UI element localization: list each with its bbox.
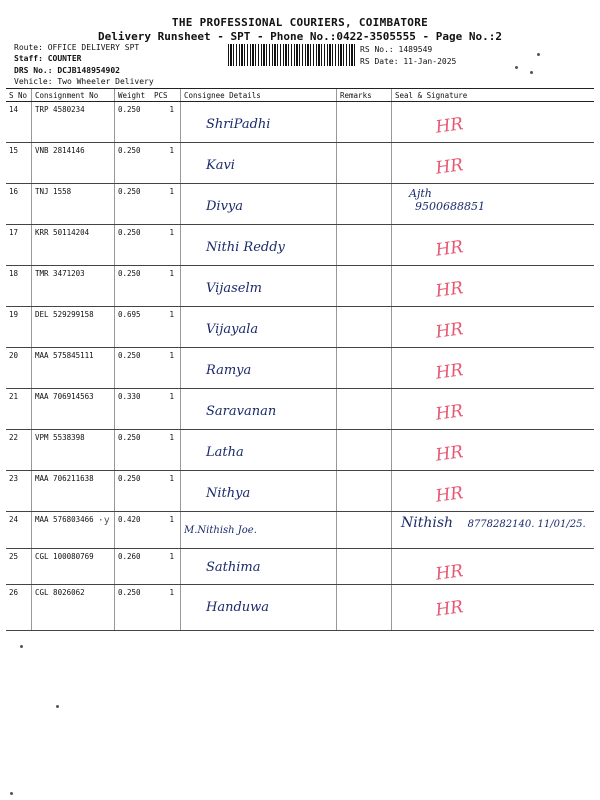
consignment-cell: MAA 706914563: [32, 389, 115, 430]
remarks-cell: [337, 585, 392, 631]
consignee-cell: [181, 225, 337, 266]
recipient-signature: Nithish: [401, 515, 454, 531]
speck: [515, 66, 518, 69]
col-header-pcs: PCS: [151, 89, 181, 102]
consignment-cell: CGL 100080769: [32, 549, 115, 585]
drs-value: DCJB148954902: [57, 66, 120, 75]
consignee-signature: Nithi Reddy: [206, 240, 285, 255]
consignment-cell: TRP 4580234: [32, 102, 115, 143]
consignee-cell: [181, 102, 337, 143]
weight-cell: 0.250: [115, 585, 152, 631]
seal-cell: [392, 512, 595, 549]
staff-field: [14, 54, 81, 63]
drs-label: DRS No.:: [14, 66, 53, 75]
table-row: [6, 549, 594, 585]
sno-cell: 24: [6, 512, 32, 549]
weight-cell: 0.695: [115, 307, 152, 348]
remarks-cell: [337, 102, 392, 143]
pcs-cell: 1: [151, 225, 181, 266]
pcs-cell: 1: [151, 266, 181, 307]
table-row: [6, 430, 594, 471]
delivery-stamp: HR: [434, 114, 465, 138]
rs-number: RS No.: 1489549: [360, 45, 433, 54]
consignment-cell: VNB 2814146: [32, 143, 115, 184]
seal-cell: [392, 225, 595, 266]
remarks-cell: [337, 225, 392, 266]
consignee-signature: Saravanan: [206, 404, 277, 419]
speck: [56, 705, 59, 708]
table-row: [6, 348, 594, 389]
delivery-stamp: HR: [434, 237, 465, 261]
delivery-stamp: HR: [434, 597, 465, 621]
route-field: Route: OFFICE DELIVERY SPT: [14, 43, 140, 52]
remarks-cell: [337, 307, 392, 348]
delivery-stamp: HR: [434, 483, 465, 507]
speck: [537, 53, 540, 56]
weight-cell: 0.250: [115, 348, 152, 389]
consignee-cell: [181, 389, 337, 430]
seal-cell: [392, 549, 595, 585]
consignee-cell: [181, 266, 337, 307]
table-row: [6, 225, 594, 266]
sno-cell: 14: [6, 102, 32, 143]
sno-cell: 21: [6, 389, 32, 430]
barcode: [228, 44, 356, 66]
signer-initials: Ajth: [409, 187, 432, 200]
vehicle-field: Vehicle: Two Wheeler Delivery: [14, 77, 154, 86]
consignment-cell: VPM 5538398: [32, 430, 115, 471]
seal-cell: [392, 184, 595, 225]
consignee-cell: [181, 307, 337, 348]
remarks-cell: [337, 430, 392, 471]
consignment-cell: TMR 3471203: [32, 266, 115, 307]
weight-cell: 0.260: [115, 549, 152, 585]
drs-field: [14, 66, 120, 75]
runsheet-subtitle: Delivery Runsheet - SPT - Phone No.:0422-3505555 - Page No.:2: [98, 30, 502, 43]
delivery-stamp: HR: [434, 278, 465, 302]
seal-cell: [392, 389, 595, 430]
consignee-cell: [181, 143, 337, 184]
sno-cell: 19: [6, 307, 32, 348]
remarks-cell: [337, 512, 392, 549]
seal-cell: [392, 266, 595, 307]
seal-cell: [392, 430, 595, 471]
consignment-cell: TNJ 1558: [32, 184, 115, 225]
pcs-cell: 1: [151, 389, 181, 430]
col-header-remarks: Remarks: [337, 89, 392, 102]
staff-label: Staff:: [14, 54, 43, 63]
sno-cell: 15: [6, 143, 32, 184]
consignee-signature: Ramya: [206, 363, 252, 378]
consignee-cell: [181, 549, 337, 585]
consignment-cell: [32, 512, 115, 549]
speck: [10, 792, 13, 795]
weight-cell: 0.250: [115, 143, 152, 184]
remarks-cell: [337, 471, 392, 512]
consignee-cell: [181, 512, 337, 549]
consignment-number: MAA 576803466: [35, 515, 94, 524]
consignment-cell: MAA 706211638: [32, 471, 115, 512]
consignee-cell: [181, 348, 337, 389]
weight-cell: 0.250: [115, 225, 152, 266]
weight-cell: 0.250: [115, 266, 152, 307]
phone-date-note: 8778282140. 11/01/25.: [467, 519, 586, 530]
weight-cell: 0.330: [115, 389, 152, 430]
consignee-cell: [181, 471, 337, 512]
table-row: [6, 471, 594, 512]
consignee-signature: Sathima: [206, 560, 261, 575]
seal-cell: [392, 471, 595, 512]
consignee-signature: Vijaselm: [206, 281, 262, 296]
consignee-signature: Latha: [206, 445, 244, 460]
table-row: [6, 389, 594, 430]
seal-cell: [392, 102, 595, 143]
weight-cell: 0.250: [115, 184, 152, 225]
weight-cell: 0.420: [115, 512, 152, 549]
speck: [530, 71, 533, 74]
table-row: [6, 307, 594, 348]
seal-cell: [392, 348, 595, 389]
consignment-cell: MAA 575845111: [32, 348, 115, 389]
col-header-weight: Weight: [115, 89, 152, 102]
sno-cell: 17: [6, 225, 32, 266]
delivery-stamp: HR: [434, 360, 465, 384]
consignee-signature: M.Nithish Joe.: [184, 525, 257, 536]
seal-cell: [392, 585, 595, 631]
col-header-consignee: Consignee Details: [181, 89, 337, 102]
phone-note: 9500688851: [415, 200, 485, 213]
delivery-stamp: HR: [434, 401, 465, 425]
delivery-stamp: HR: [434, 319, 465, 343]
consignee-cell: [181, 184, 337, 225]
consignment-cell: CGL 8026062: [32, 585, 115, 631]
table-row: [6, 102, 594, 143]
runsheet-title: THE PROFESSIONAL COURIERS, COIMBATORE: [171, 16, 429, 29]
pcs-cell: 1: [151, 512, 181, 549]
delivery-stamp: HR: [434, 442, 465, 466]
rs-date: RS Date: 11-Jan-2025: [360, 57, 457, 66]
sno-cell: 25: [6, 549, 32, 585]
pcs-cell: 1: [151, 143, 181, 184]
pcs-cell: 1: [151, 348, 181, 389]
consignee-signature: Handuwa: [206, 600, 270, 615]
pcs-cell: 1: [151, 430, 181, 471]
pcs-cell: 1: [151, 549, 181, 585]
consignee-cell: [181, 585, 337, 631]
table-row: [6, 266, 594, 307]
col-header-sno: S No: [6, 89, 32, 102]
weight-cell: 0.250: [115, 102, 152, 143]
pcs-cell: 1: [151, 585, 181, 631]
consignee-signature: Kavi: [206, 158, 235, 173]
consignment-cell: DEL 529299158: [32, 307, 115, 348]
consignee-signature: ShriPadhi: [206, 117, 271, 132]
pcs-cell: 1: [151, 102, 181, 143]
staff-value: COUNTER: [47, 54, 82, 63]
pcs-cell: 1: [151, 307, 181, 348]
runsheet-table: [6, 88, 594, 631]
table-row: [6, 585, 594, 631]
seal-cell: [392, 143, 595, 184]
table-row: [6, 184, 594, 225]
weight-cell: 0.250: [115, 430, 152, 471]
delivery-stamp: HR: [434, 561, 465, 585]
seal-cell: [392, 307, 595, 348]
table-row: [6, 512, 594, 549]
pcs-cell: 1: [151, 184, 181, 225]
sno-cell: 22: [6, 430, 32, 471]
consignment-cell: KRR 50114204: [32, 225, 115, 266]
remarks-cell: [337, 143, 392, 184]
consignee-signature: Nithya: [206, 486, 251, 501]
handwritten-mark: ·y: [97, 515, 110, 526]
table-header-row: [6, 89, 594, 102]
col-header-seal-signature: Seal & Signature: [392, 89, 595, 102]
remarks-cell: [337, 184, 392, 225]
sno-cell: 16: [6, 184, 32, 225]
weight-cell: 0.250: [115, 471, 152, 512]
col-header-consignment: Consignment No: [32, 89, 115, 102]
sno-cell: 18: [6, 266, 32, 307]
consignee-cell: [181, 430, 337, 471]
delivery-stamp: HR: [434, 155, 465, 179]
sno-cell: 26: [6, 585, 32, 631]
table-row: [6, 143, 594, 184]
consignee-signature: Divya: [206, 199, 244, 214]
consignee-signature: Vijayala: [206, 322, 259, 337]
remarks-cell: [337, 389, 392, 430]
sno-cell: 20: [6, 348, 32, 389]
remarks-cell: [337, 348, 392, 389]
pcs-cell: 1: [151, 471, 181, 512]
sno-cell: 23: [6, 471, 32, 512]
speck: [20, 645, 23, 648]
remarks-cell: [337, 549, 392, 585]
remarks-cell: [337, 266, 392, 307]
